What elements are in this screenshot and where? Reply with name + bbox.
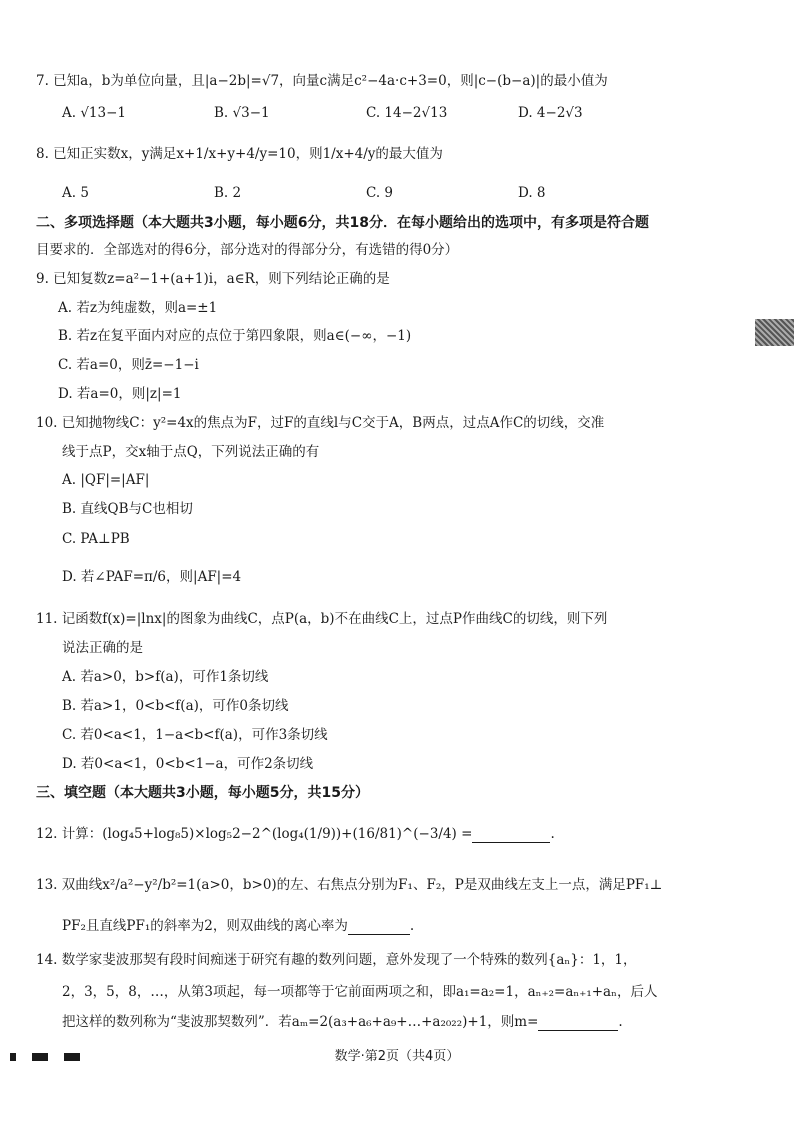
q14-stem-line1: 14. 数学家斐波那契有段时间痴迷于研究有趣的数列问题，意外发现了一个特殊的数列{aₙ}：1，1， (36, 952, 637, 968)
q8-stem: 8. 已知正实数x，y满足x+1/x+y+4/y=10，则1/x+4/y的最大值为 (36, 146, 443, 162)
q7-options (62, 104, 670, 122)
q13-stem-line2 (62, 917, 414, 935)
section2-header-line1: 二、多项选择题（本大题共3小题，每小题6分，共18分．在每小题给出的选项中，有多项是符合题 (36, 215, 649, 231)
q9-option-a: A. 若z为纯虚数，则a=±1 (58, 300, 218, 316)
q11-option-c: C. 若0<a<1，1−a<b<f(a)，可作3条切线 (62, 727, 328, 743)
q7-option-c: C. 14−2√13 (366, 105, 448, 121)
q12-expression: 12. 计算：(log₄5+log₈5)×log₅2−2^(log₄(1/9))+(16/81)^(−3/4) = (36, 826, 473, 842)
section3-header: 三、填空题（本大题共3小题，每小题5分，共15分） (36, 785, 369, 801)
q14-stem-line2: 2，3，5，8，…，从第3项起，每一项都等于它前面两项之和，即a₁=a₂=1，aₙ₊₂=aₙ₊₁+aₙ，后人 (62, 984, 658, 1000)
q10-option-b: B. 直线QB与C也相切 (62, 501, 193, 517)
q11-stem-line1: 11. 记函数f(x)=|lnx|的图象为曲线C，点P(a，b)不在曲线C上，过点P作曲线C的切线，则下列 (36, 611, 608, 627)
q8-options (62, 184, 670, 202)
q13-answer-blank[interactable] (348, 920, 410, 935)
q8-option-d: D. 8 (518, 185, 546, 201)
q10-stem-line1: 10. 已知抛物线C：y²=4x的焦点为F，过F的直线l与C交于A，B两点，过点A作C的切线，交准 (36, 415, 605, 431)
q8-option-c: C. 9 (366, 185, 394, 201)
q9-option-d: D. 若a=0，则|z|=1 (58, 386, 182, 402)
q11-stem-line2: 说法正确的是 (62, 640, 143, 656)
section2-header-line2: 目要求的．全部选对的得6分，部分选对的得部分分，有选错的得0分） (36, 242, 459, 258)
q12-stem (36, 825, 555, 843)
q14-end: . (618, 1014, 623, 1030)
q7-option-b: B. √3−1 (214, 105, 270, 121)
q11-option-a: A. 若a>0，b>f(a)，可作1条切线 (62, 669, 269, 685)
q7-stem: 7. 已知a，b为单位向量，且|a−2b|=√7，向量c满足c²−4a·c+3=0，则|c−(b−a)|的最小值为 (36, 73, 608, 89)
q12-end: . (550, 826, 555, 842)
q10-option-a: A. |QF|=|AF| (62, 472, 150, 488)
q9-option-b: B. 若z在复平面内对应的点位于第四象限，则a∈(−∞，−1) (58, 328, 412, 344)
q8-option-a: A. 5 (62, 185, 89, 201)
q14-text: 把这样的数列称为“斐波那契数列”．若aₘ=2(a₃+a₆+a₉+…+a₂₀₂₂)+1，则m= (62, 1014, 539, 1030)
q11-option-b: B. 若a>1，0<b<f(a)，可作0条切线 (62, 698, 289, 714)
q10-stem-line2: 线于点P，交x轴于点Q，下列说法正确的有 (62, 444, 320, 460)
q10-option-d: D. 若∠PAF=π/6，则|AF|=4 (62, 569, 242, 585)
q10-option-c: C. PA⊥PB (62, 531, 130, 547)
q9-stem: 9. 已知复数z=a²−1+(a+1)i，a∈R，则下列结论正确的是 (36, 271, 390, 287)
side-tab-marker (755, 319, 794, 346)
q12-answer-blank[interactable] (472, 828, 550, 843)
page-footer: 数学·第2页（共4页） (334, 1049, 460, 1064)
q11-option-d: D. 若0<a<1，0<b<1−a，可作2条切线 (62, 756, 314, 772)
q13-stem-line1: 13. 双曲线x²/a²−y²/b²=1(a>0，b>0)的左、右焦点分别为F₁、F₂，P是双曲线左支上一点，满足PF₁⊥ (36, 877, 663, 893)
q8-option-b: B. 2 (214, 185, 242, 201)
q7-option-a: A. √13−1 (62, 105, 127, 121)
q14-stem-line3 (62, 1013, 623, 1031)
q7-option-d: D. 4−2√3 (518, 105, 583, 121)
q9-option-c: C. 若a=0，则z̄=−1−i (58, 357, 199, 373)
q13-end: . (409, 918, 415, 934)
q14-answer-blank[interactable] (538, 1016, 618, 1031)
q13-text: PF₂且直线PF₁的斜率为2，则双曲线的离心率为 (62, 918, 348, 934)
